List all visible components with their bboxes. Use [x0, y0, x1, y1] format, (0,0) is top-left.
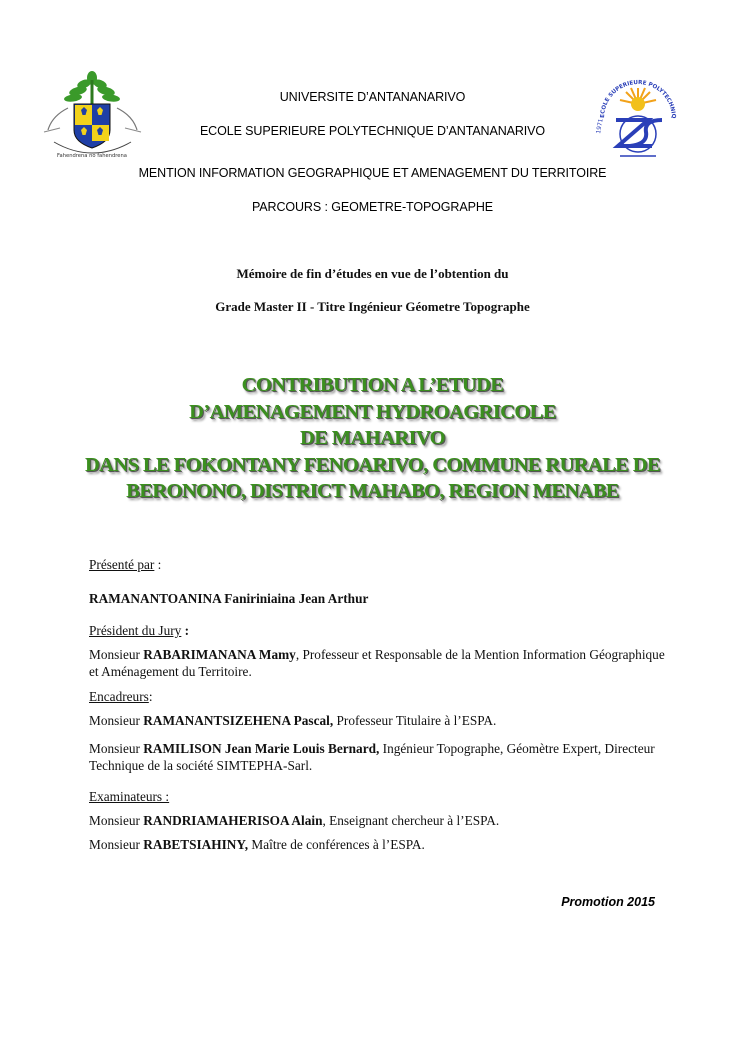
encadreur-entry: Monsieur RAMILISON Jean Marie Louis Bernard, Ingénieur Topographe, Géomètre Expert, Directeur Technique de la société SIMTEPHA-Sarl.: [89, 741, 655, 773]
title-line: BERONONO, DISTRICT MAHABO, REGION MENABE: [126, 480, 619, 502]
university-motto: Fahendrena no fahendrena: [57, 153, 127, 159]
president-label: Président du Jury: [89, 623, 182, 638]
school-name: ECOLE SUPERIEURE POLYTECHNIQUE D’ANTANANARIVO: [199, 124, 546, 138]
encadreurs-label: Encadreurs: [89, 689, 149, 704]
university-logo: [40, 68, 145, 160]
president-heading: Président du Jury :: [89, 623, 190, 638]
espa-arc-text: ECOLE SUPERIEURE POLYTECHNIQ: [599, 79, 677, 119]
mention-name: MENTION INFORMATION GEOGRAPHIQUE ET AMENAGEMENT DU TERRITOIRE: [138, 166, 607, 180]
encadreur-name: RAMILISON Jean Marie Louis Bernard,: [143, 741, 380, 756]
examinateur-entry: Monsieur RABETSIAHINY, Maître de conférences à l’ESPA.: [89, 837, 425, 852]
examinateur-name: RANDRIAMAHERISOA Alain: [143, 813, 323, 828]
espa-year: 1971: [596, 118, 605, 135]
encadreurs-heading: Encadreurs:: [89, 689, 153, 704]
university-crest-icon: [40, 68, 145, 160]
examinateurs-label: Examinateurs :: [89, 789, 170, 804]
parcours-name: PARCOURS : GEOMETRE-TOPOGRAPHE: [251, 200, 493, 214]
presented-by: Présenté par :: [89, 557, 162, 572]
president-entry: Monsieur RABARIMANANA Mamy, Professeur et Responsable de la Mention Information Géographique et Aménagement du Territoire.: [89, 647, 665, 679]
title-line: DE MAHARIVO: [299, 427, 446, 449]
espa-emblem-icon: [596, 74, 680, 162]
title-line: DANS LE FOKONTANY FENOARIVO, COMMUNE RURALE DE: [84, 453, 661, 476]
university-name: UNIVERSITE D’ANTANANARIVO: [279, 90, 466, 104]
title-line: D’AMENAGEMENT HYDROAGRICOLE: [189, 400, 556, 423]
promotion-year: Promotion 2015: [561, 895, 655, 909]
president-name: RABARIMANANA Mamy: [143, 647, 296, 662]
examinateur-entry: Monsieur RANDRIAMAHERISOA Alain, Enseignant chercheur à l’ESPA.: [89, 813, 500, 828]
memoire-line-2: Grade Master II - Titre Ingénieur Géometre Topographe: [215, 299, 530, 314]
examinateur-name: RABETSIAHINY,: [143, 837, 249, 852]
encadreur-entry: Monsieur RAMANANTSIZEHENA Pascal, Professeur Titulaire à l’ESPA.: [89, 713, 497, 728]
memoire-line-1: Mémoire de fin d’études en vue de l’obtention du: [236, 266, 509, 281]
thesis-title: [0, 372, 745, 505]
encadreur-name: RAMANANTSIZEHENA Pascal,: [143, 713, 334, 728]
examinateurs-heading: [89, 788, 674, 805]
title-line: CONTRIBUTION A L’ETUDE: [241, 374, 504, 396]
espa-logo: [596, 74, 680, 162]
author-name-text: RAMANANTOANINA Faniriniaina Jean Arthur: [89, 591, 369, 606]
author-name: [89, 590, 674, 607]
presented-by-label: Présenté par: [89, 557, 155, 572]
